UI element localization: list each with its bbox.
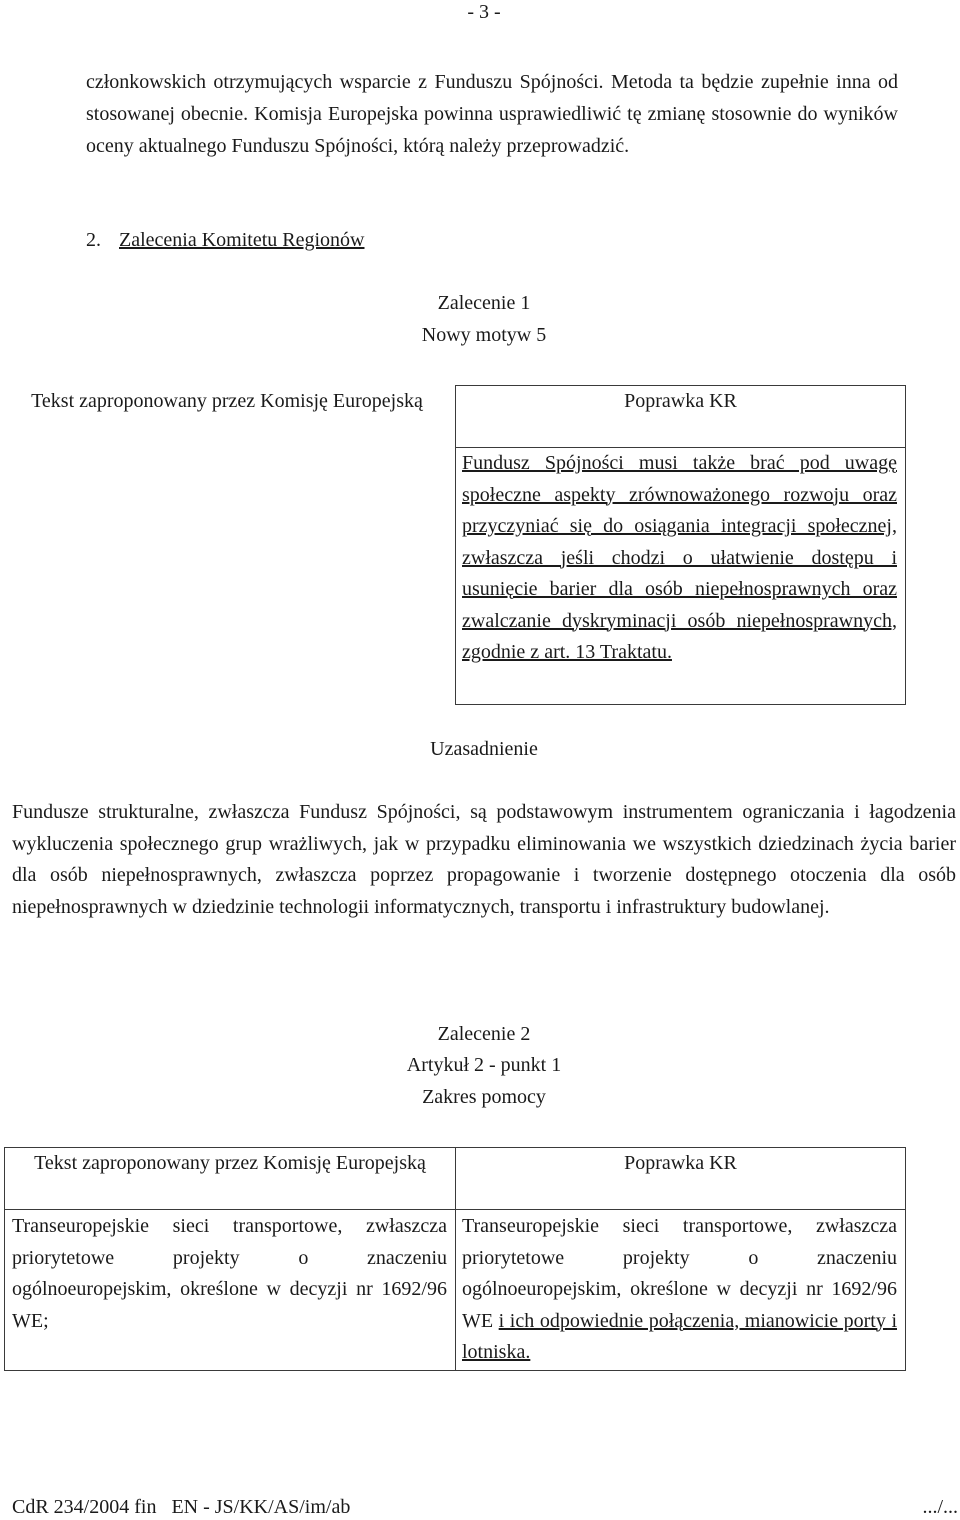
- justification-heading: Uzasadnienie: [430, 738, 538, 760]
- table-2-right-border: [905, 1147, 906, 1371]
- recommendation-1-subtitle: Nowy motyw 5: [421, 324, 547, 346]
- section-title-text: Zalecenia Komitetu Regionów: [119, 229, 365, 251]
- table-1-amendment-text: Fundusz Spójności musi także brać pod uwagę społeczne aspekty zrównoważonego rozwoju oraz przyczyniać się do osiągania integracji społecznej, zwłaszcza jeśli chodzi o ułatwienie dostępu i usunięcie barier dla osób niepełnosprawnych oraz zwalczanie dyskryminacji osób niepełnosprawnych, zgodnie z art. 13 Traktatu.: [462, 452, 897, 663]
- table-1-amendment-header: Poprawka KR: [624, 390, 737, 412]
- table-2-commission-text: Transeuropejskie sieci transportowe, zwłaszcza priorytetowe projekty o znaczeniu ogólnoeuropejskim, określone w decyzji nr 1692/96 WE;: [12, 1215, 447, 1332]
- table-2-amendment-addition: i ich odpowiednie połączenia, mianowicie porty i lotniska.: [462, 1309, 898, 1363]
- table-2-commission-header: Tekst zaproponowany przez Komisję Europejską: [34, 1152, 426, 1174]
- recommendation-2-subtitle-scope: Zakres pomocy: [422, 1086, 546, 1108]
- table-1-commission-header: Tekst zaproponowany przez Komisję Europejską: [31, 390, 423, 412]
- table-2-amendment-header: Poprawka KR: [624, 1152, 737, 1174]
- table-1-left-border: [455, 385, 456, 705]
- table-1-bottom-border: [455, 704, 906, 705]
- table-2-middle-border: [455, 1147, 456, 1371]
- table-1-right-border: [905, 385, 906, 705]
- footer-continuation: .../...: [922, 1496, 958, 1518]
- recommendation-1-title: Zalecenie 1: [437, 292, 531, 314]
- intro-paragraph: członkowskich otrzymujących wsparcie z Funduszu Spójności. Metoda ta będzie zupełnie inna od stosowanej obecnie. Komisja Europejska powinna usprawiedliwić tę zmianę stosownie do wyników oceny aktualnego Funduszu Spójności, którą należy przeprowadzić.: [86, 71, 898, 157]
- section-number-text: 2.: [86, 229, 101, 251]
- footer-reference: CdR 234/2004 fin EN - JS/KK/AS/im/ab: [12, 1496, 351, 1518]
- recommendation-2-subtitle-article: Artykuł 2 - punkt 1: [406, 1054, 562, 1076]
- page-number: - 3 -: [467, 1, 501, 23]
- table-2-amendment-original: Transeuropejskie sieci transportowe, zwłaszcza priorytetowe projekty o znaczeniu ogólnoeuropejskim, określone w decyzji nr 1692/96 WE: [462, 1215, 897, 1332]
- table-2-left-border: [4, 1147, 5, 1371]
- justification-text: Fundusze strukturalne, zwłaszcza Fundusz Spójności, są podstawowym instrumentem ograniczania i łagodzenia wykluczenia społecznego grup wrażliwych, jak w przypadku eliminowania we wszystkich dziedzinach życia barier dla osób niepełnosprawnych, zwłaszcza poprzez propagowanie i tworzenie dostępnego otoczenia dla osób niepełnosprawnych w dziedzinie technologii informatycznych, transportu i infrastruktury budowlanej.: [12, 801, 956, 918]
- recommendation-2-title: Zalecenie 2: [437, 1023, 531, 1045]
- table-2-amendment-text: [462, 1211, 897, 1369]
